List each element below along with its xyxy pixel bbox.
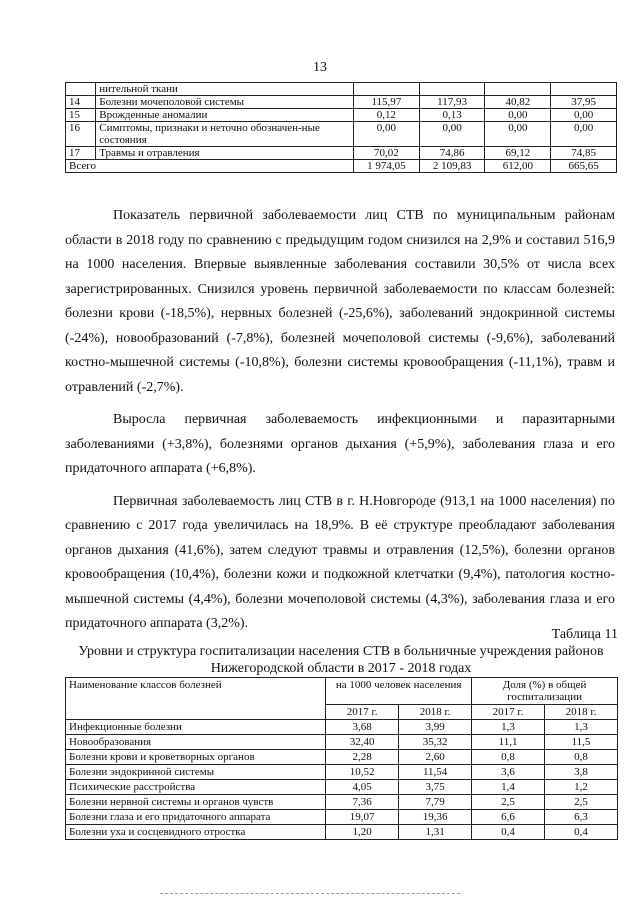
table-row: [66, 96, 617, 109]
disease-class-name: Симптомы, признаки и неточно обозначен-ные состояния: [96, 122, 354, 147]
value-cell: 0,00: [354, 122, 420, 147]
value-cell: 3,6: [472, 765, 545, 780]
scan-artifact-line: [160, 893, 460, 894]
value-cell: 3,8: [545, 765, 618, 780]
total-value: 665,65: [551, 160, 617, 173]
total-label: Всего: [66, 160, 354, 173]
table-row: [66, 810, 618, 825]
row-number: 14: [66, 96, 96, 109]
value-cell: 1,3: [545, 720, 618, 735]
value-cell: 74,85: [551, 147, 617, 160]
header-per-1000: на 1000 человек населения: [326, 678, 472, 705]
table-row: [66, 720, 618, 735]
value-cell: 32,40: [326, 735, 399, 750]
value-cell: 0,13: [419, 109, 485, 122]
header-year: 2017 г.: [326, 705, 399, 720]
value-cell: 11,1: [472, 735, 545, 750]
value-cell: 11,54: [399, 765, 472, 780]
header-share: Доля (%) в общей госпитализации: [472, 678, 618, 705]
header-year: 2017 г.: [472, 705, 545, 720]
value-cell: 70,02: [354, 147, 420, 160]
hospitalization-table: [65, 677, 618, 840]
value-cell: 117,93: [419, 96, 485, 109]
value-cell: 7,36: [326, 795, 399, 810]
value-cell: 10,52: [326, 765, 399, 780]
paragraph-1: Показатель первичной заболеваемости лиц СТВ по муниципальным районам области в 2018 году по сравнению с предыдущим годом снизился на 2,9% и составил 516,9 на 1000 населения. Впервые выявленные заболевания составили 30,5% от числа всех зарегистрированных. Снизился уровень первичной заболеваемости по классам болезней: болезни крови (-18,5%), нервных болезней (-25,6%), заболеваний эндокринной системы (-24%), новообразований (-7,8%), болезней мочеполовой системы (-9,6%), заболеваний костно-мышечной системы (-10,8%), болезни системы кровообращения (-11,1%), травм и отравлений (-2,7%).: [65, 208, 615, 395]
value-cell: 1,4: [472, 780, 545, 795]
value-cell: 0,00: [551, 122, 617, 147]
value-cell: 74,86: [419, 147, 485, 160]
total-value: 1 974,05: [354, 160, 420, 173]
value-cell: 0,00: [485, 109, 551, 122]
paragraph-2: Выросла первичная заболеваемость инфекционными и паразитарными заболеваниями (+3,8%), болезнями органов дыхания (+5,9%), заболевания глаза и его придаточного аппарата (+6,8%).: [65, 412, 615, 476]
value-cell: 0,00: [485, 122, 551, 147]
value-cell: 3,75: [399, 780, 472, 795]
value-cell: 6,6: [472, 810, 545, 825]
value-cell: 115,97: [354, 96, 420, 109]
table-row: [66, 147, 617, 160]
value-cell: [485, 83, 551, 96]
value-cell: 1,20: [326, 825, 399, 840]
value-cell: [354, 83, 420, 96]
disease-class-name: Болезни мочеполовой системы: [96, 96, 354, 109]
total-row: [66, 160, 617, 173]
table-row: [66, 83, 617, 96]
table-row: [66, 735, 618, 750]
disease-class-name: Болезни эндокринной системы: [66, 765, 326, 780]
value-cell: 2,60: [399, 750, 472, 765]
table-row: [66, 795, 618, 810]
disease-class-name: Инфекционные болезни: [66, 720, 326, 735]
table-11-label: Таблица 11: [551, 627, 618, 642]
paragraph-3: Первичная заболеваемость лиц СТВ в г. Н.Новгороде (913,1 на 1000 населения) по сравнению с 2017 года увеличилась на 18,9%. В её структуре преобладают заболевания органов дыхания (41,6%), затем следуют травмы и отравления (12,5%), болезни органов кровообращения (10,4%), болезни кожи и подкожной клетчатки (9,4%), патология костно-мышечной системы (4,4%), болезни мочеполовой системы (4,3%), заболевания глаза и его придаточного аппарата (3,2%).: [65, 493, 615, 631]
value-cell: 0,00: [551, 109, 617, 122]
value-cell: 3,68: [326, 720, 399, 735]
row-number: 16: [66, 122, 96, 147]
value-cell: 37,95: [551, 96, 617, 109]
table-row: [66, 122, 617, 147]
value-cell: 0,8: [545, 750, 618, 765]
disease-class-name: Психические расстройства: [66, 780, 326, 795]
value-cell: 6,3: [545, 810, 618, 825]
header-disease-class: Наименование классов болезней: [66, 678, 326, 720]
disease-class-name: Травмы и отравления: [96, 147, 354, 160]
disease-class-name: Болезни крови и кроветворных органов: [66, 750, 326, 765]
table-11-title: Уровни и структура госпитализации населения СТВ в больничные учреждения районов Нижегородской области в 2017 - 2018 годах: [78, 644, 604, 676]
row-number: 15: [66, 109, 96, 122]
body-text: [65, 204, 615, 645]
row-number: 17: [66, 147, 96, 160]
value-cell: 1,3: [472, 720, 545, 735]
disease-class-name: Болезни глаза и его придаточного аппарата: [66, 810, 326, 825]
disease-class-name: Новообразования: [66, 735, 326, 750]
value-cell: 2,5: [545, 795, 618, 810]
total-value: 612,00: [485, 160, 551, 173]
value-cell: 0,12: [354, 109, 420, 122]
value-cell: 0,4: [545, 825, 618, 840]
table-row: [66, 780, 618, 795]
value-cell: 35,32: [399, 735, 472, 750]
disease-table-continuation: [65, 82, 617, 173]
value-cell: [419, 83, 485, 96]
disease-class-name: Болезни уха и сосцевидного отростка: [66, 825, 326, 840]
value-cell: 40,82: [485, 96, 551, 109]
header-year: 2018 г.: [545, 705, 618, 720]
value-cell: [551, 83, 617, 96]
value-cell: 2,28: [326, 750, 399, 765]
disease-class-name: нительной ткани: [96, 83, 354, 96]
table-row: [66, 109, 617, 122]
table-row: [66, 750, 618, 765]
value-cell: 19,36: [399, 810, 472, 825]
value-cell: 3,99: [399, 720, 472, 735]
value-cell: 7,79: [399, 795, 472, 810]
header-year: 2018 г.: [399, 705, 472, 720]
table-row: [66, 825, 618, 840]
value-cell: 0,8: [472, 750, 545, 765]
value-cell: 4,05: [326, 780, 399, 795]
value-cell: 0,00: [419, 122, 485, 147]
value-cell: 1,31: [399, 825, 472, 840]
value-cell: 69,12: [485, 147, 551, 160]
disease-class-name: Врожденные аномалии: [96, 109, 354, 122]
value-cell: 19,07: [326, 810, 399, 825]
page-number: 13: [313, 60, 327, 75]
value-cell: 2,5: [472, 795, 545, 810]
value-cell: 1,2: [545, 780, 618, 795]
row-number: [66, 83, 96, 96]
value-cell: 11,5: [545, 735, 618, 750]
table-row: [66, 765, 618, 780]
disease-class-name: Болезни нервной системы и органов чувств: [66, 795, 326, 810]
total-value: 2 109,83: [419, 160, 485, 173]
value-cell: 0,4: [472, 825, 545, 840]
